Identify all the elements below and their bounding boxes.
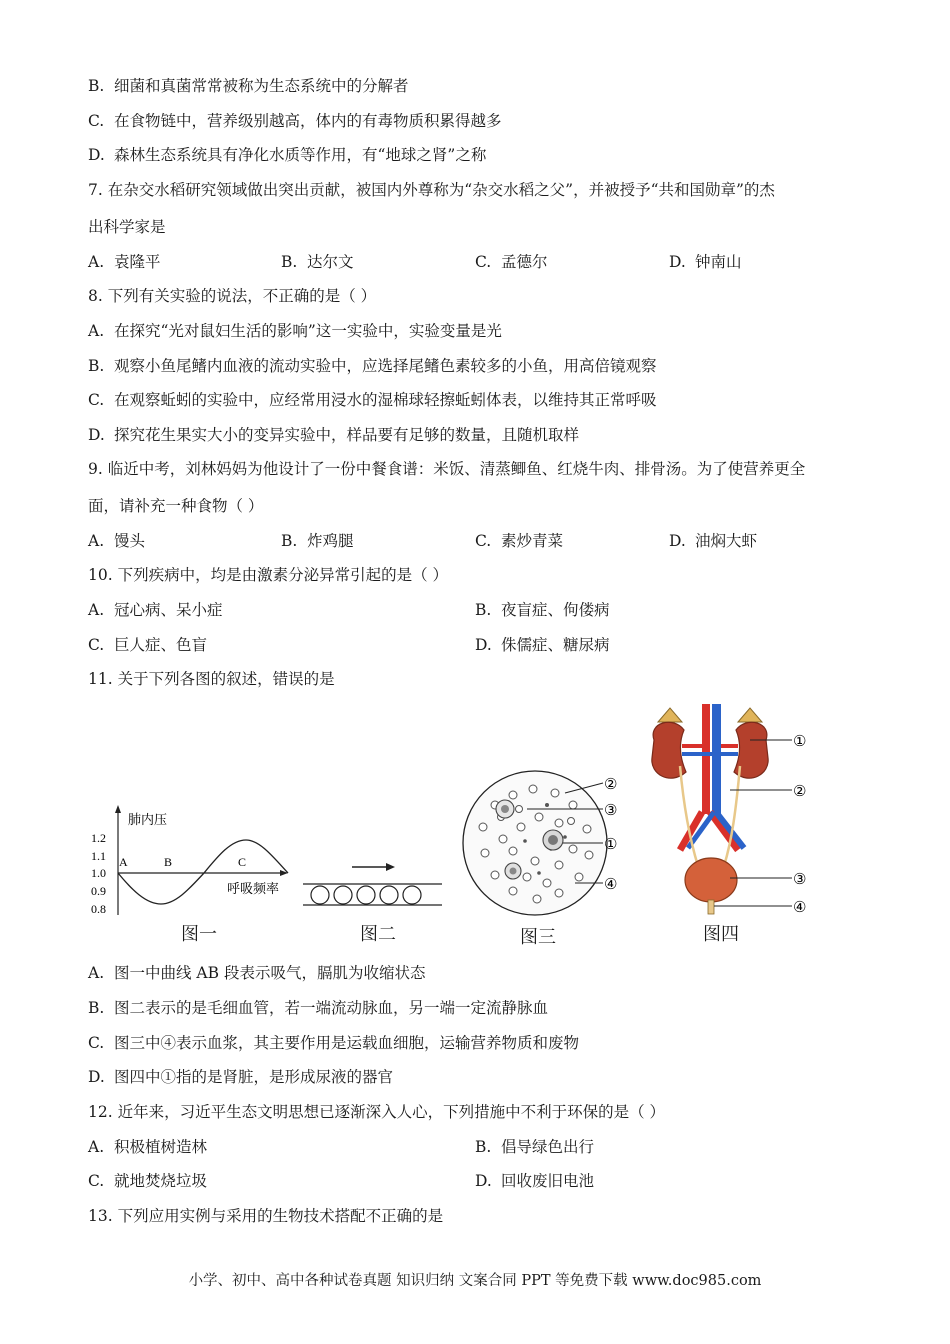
fig4-adrenal-gland [738, 708, 762, 722]
q10-option-c: C. 巨人症、色盲 [88, 636, 208, 654]
q12-option-b: B. 倡导绿色出行 [475, 1138, 595, 1156]
q12-stem: 12. 近年来，习近平生态文明思想已逐渐深入人心，下列措施中不利于环保的是（ ） [88, 1103, 666, 1121]
fig1-y-arrow [115, 805, 121, 813]
fig1-ytick: 0.9 [91, 884, 106, 898]
q6-option-d: D. 森林生态系统具有净化水质等作用，有“地球之肾”之称 [88, 146, 487, 164]
fig3-marker: ① [604, 837, 618, 853]
fig3-marker: ② [604, 777, 618, 793]
fig3-marker: ④ [604, 877, 618, 893]
q7-stem-line2: 出科学家是 [88, 218, 166, 236]
fig3-nucleus [548, 835, 558, 845]
fig3-caption: 图三 [520, 927, 556, 948]
fig2-red-cell [380, 886, 398, 904]
fig4-urinary-system [640, 700, 825, 918]
fig4-adrenal-gland [658, 708, 682, 722]
q9-option-c: C. 素炒青菜 [475, 532, 564, 550]
fig3-nucleus [510, 868, 517, 875]
fig3-nucleus [501, 805, 509, 813]
fig4-aorta [702, 704, 710, 814]
q10-option-d: D. 侏儒症、糖尿病 [475, 636, 610, 654]
q10-option-b: B. 夜盲症、佝偻病 [475, 601, 610, 619]
q7-option-d: D. 钟南山 [669, 253, 742, 271]
q11-option-d: D. 图四中①指的是肾脏，是形成尿液的器官 [88, 1068, 394, 1086]
fig1-point-c: C [238, 855, 247, 869]
fig4-bladder [685, 858, 737, 902]
fig4-marker: ③ [793, 872, 807, 888]
fig1-ytick: 0.8 [91, 902, 106, 916]
q11-option-a: A. 图一中曲线 AB 段表示吸气，膈肌为收缩状态 [88, 964, 426, 982]
q6-option-c: C. 在食物链中，营养级别越高，体内的有毒物质积累得越多 [88, 112, 502, 130]
fig4-caption: 图四 [703, 924, 739, 945]
fig1-ylabel: 肺内压 [128, 812, 168, 827]
q9-option-b: B. 炸鸡腿 [281, 532, 354, 550]
fig1-ytick: 1.0 [91, 866, 106, 880]
q11-option-c: C. 图三中④表示血浆，其主要作用是运载血细胞，运输营养物质和废物 [88, 1034, 580, 1052]
fig1-caption: 图一 [181, 924, 217, 945]
fig2-arrow-head [386, 863, 395, 871]
q9-stem-line2: 面，请补充一种食物（ ） [88, 497, 264, 515]
q8-option-c: C. 在观察蚯蚓的实验中，应经常用浸水的湿棉球轻擦蚯蚓体表，以维持其正常呼吸 [88, 391, 657, 409]
page-footer: 小学、初中、高中各种试卷真题 知识归纳 文案合同 PPT 等免费下载 www.doc985.com [188, 1273, 762, 1289]
q13-stem: 13. 下列应用实例与采用的生物技术搭配不正确的是 [88, 1207, 444, 1225]
q8-option-d: D. 探究花生果实大小的变异实验中，样品要有足够的数量，且随机取样 [88, 426, 580, 444]
fig3-blood-smear [455, 765, 635, 925]
fig2-red-cell [357, 886, 375, 904]
fig1-xlabel: 呼吸频率 [227, 881, 280, 896]
fig4-marker: ④ [793, 900, 807, 916]
fig4-ureter [724, 766, 740, 866]
fig1-ytick: 1.2 [91, 831, 106, 845]
fig3-marker: ③ [604, 803, 618, 819]
q8-stem: 8. 下列有关实验的说法，不正确的是（ ） [88, 287, 377, 305]
q6-option-b: B. 细菌和真菌常常被称为生态系统中的分解者 [88, 77, 409, 95]
q7-option-b: B. 达尔文 [281, 253, 354, 271]
q8-option-b: B. 观察小鱼尾鳍内血液的流动实验中，应选择尾鳍色素较多的小鱼，用高倍镜观察 [88, 357, 657, 375]
fig4-marker: ② [793, 784, 807, 800]
fig4-urethra [708, 900, 714, 914]
q12-option-c: C. 就地焚烧垃圾 [88, 1172, 208, 1190]
q11-option-b: B. 图二表示的是毛细血管，若一端流动脉血，另一端一定流静脉血 [88, 999, 549, 1017]
fig1-point-a: A [119, 855, 128, 869]
fig1-point-b: B [164, 855, 173, 869]
fig2-caption: 图二 [360, 924, 396, 945]
q11-stem: 11. 关于下列各图的叙述，错误的是 [88, 670, 335, 688]
fig2-red-cell [403, 886, 421, 904]
q9-option-d: D. 油焖大虾 [669, 532, 758, 550]
fig4-vena-cava [712, 704, 721, 814]
q10-stem: 10. 下列疾病中，均是由激素分泌异常引起的是（ ） [88, 566, 449, 584]
fig2-red-cell [334, 886, 352, 904]
q8-option-a: A. 在探究“光对鼠妇生活的影响”这一实验中，实验变量是光 [88, 322, 502, 340]
fig2-red-cell [311, 886, 329, 904]
q12-option-d: D. 回收废旧电池 [475, 1172, 595, 1190]
q9-stem-line1: 9. 临近中考，刘林妈妈为他设计了一份中餐食谱：米饭、清蒸鲫鱼、红烧牛肉、排骨汤。为了使营养更全 [88, 460, 806, 478]
fig1-ytick: 1.1 [91, 849, 106, 863]
q10-option-a: A. 冠心病、呆小症 [88, 601, 223, 619]
q12-option-a: A. 积极植树造林 [88, 1138, 208, 1156]
fig4-marker: ① [793, 734, 807, 750]
fig2-capillary [300, 855, 445, 915]
q7-stem-line1: 7. 在杂交水稻研究领域做出突出贡献，被国内外尊称为“杂交水稻之父”，并被授予“共和国勋章”的杰 [88, 181, 775, 199]
q7-option-c: C. 孟德尔 [475, 253, 548, 271]
q9-option-a: A. 馒头 [88, 532, 146, 550]
q7-option-a: A. 袁隆平 [88, 253, 161, 271]
